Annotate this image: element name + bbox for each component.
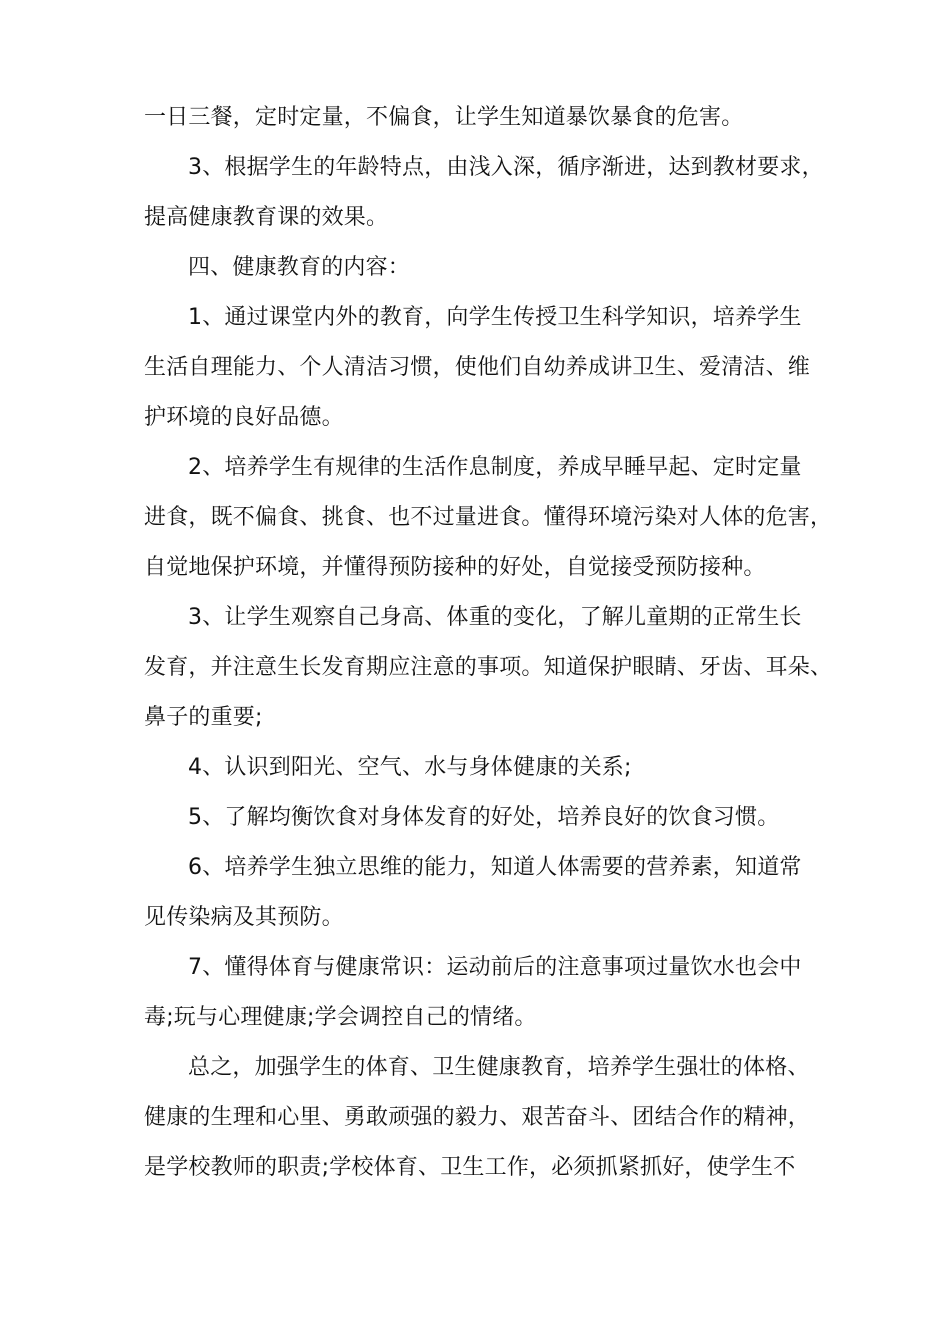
text-line: 见传染病及其预防。 [144, 905, 344, 930]
text-line: 总之，加强学生的体育、卫生健康教育，培养学生强壮的体格、 [188, 1055, 810, 1080]
text-line: 健康的生理和心里、勇敢顽强的毅力、艰苦奋斗、团结合作的精神， [144, 1105, 811, 1130]
text-line: 鼻子的重要; [144, 705, 263, 730]
text-line: 5、了解均衡饮食对身体发育的好处，培养良好的饮食习惯。 [188, 805, 780, 830]
text-line: 一日三餐，定时定量，不偏食，让学生知道暴饮暴食的危害。 [144, 105, 744, 130]
text-line: 1、通过课堂内外的教育，向学生传授卫生科学知识，培养学生 [188, 305, 802, 330]
text-line: 是学校教师的职责;学校体育、卫生工作，必须抓紧抓好，使学生不 [144, 1155, 796, 1180]
document-body [144, 93, 833, 1193]
text-line: 进食，既不偏食、挑食、也不过量进食。懂得环境污染对人体的危害， [144, 505, 833, 530]
text-line: 发育，并注意生长发育期应注意的事项。知道保护眼睛、牙齿、耳朵、 [144, 655, 833, 680]
text-line: 毒;玩与心理健康;学会调控自己的情绪。 [144, 1005, 537, 1030]
text-line: 提高健康教育课的效果。 [144, 205, 389, 230]
text-line: 6、培养学生独立思维的能力，知道人体需要的营养素，知道常 [188, 855, 802, 880]
section-heading: 四、健康教育的内容： [188, 255, 411, 280]
text-line: 7、懂得体育与健康常识：运动前后的注意事项过量饮水也会中 [188, 955, 802, 980]
text-line: 生活自理能力、个人清洁习惯，使他们自幼养成讲卫生、爱清洁、维 [144, 355, 811, 380]
text-line: 3、根据学生的年龄特点，由浅入深，循序渐进，达到教材要求， [188, 155, 824, 180]
text-line: 4、认识到阳光、空气、水与身体健康的关系; [188, 755, 632, 780]
text-line: 自觉地保护环境，并懂得预防接种的好处，自觉接受预防接种。 [144, 555, 766, 580]
text-line: 2、培养学生有规律的生活作息制度，养成早睡早起、定时定量 [188, 455, 802, 480]
text-line: 护环境的良好品德。 [144, 405, 344, 430]
text-line: 3、让学生观察自己身高、体重的变化，了解儿童期的正常生长 [188, 605, 802, 630]
